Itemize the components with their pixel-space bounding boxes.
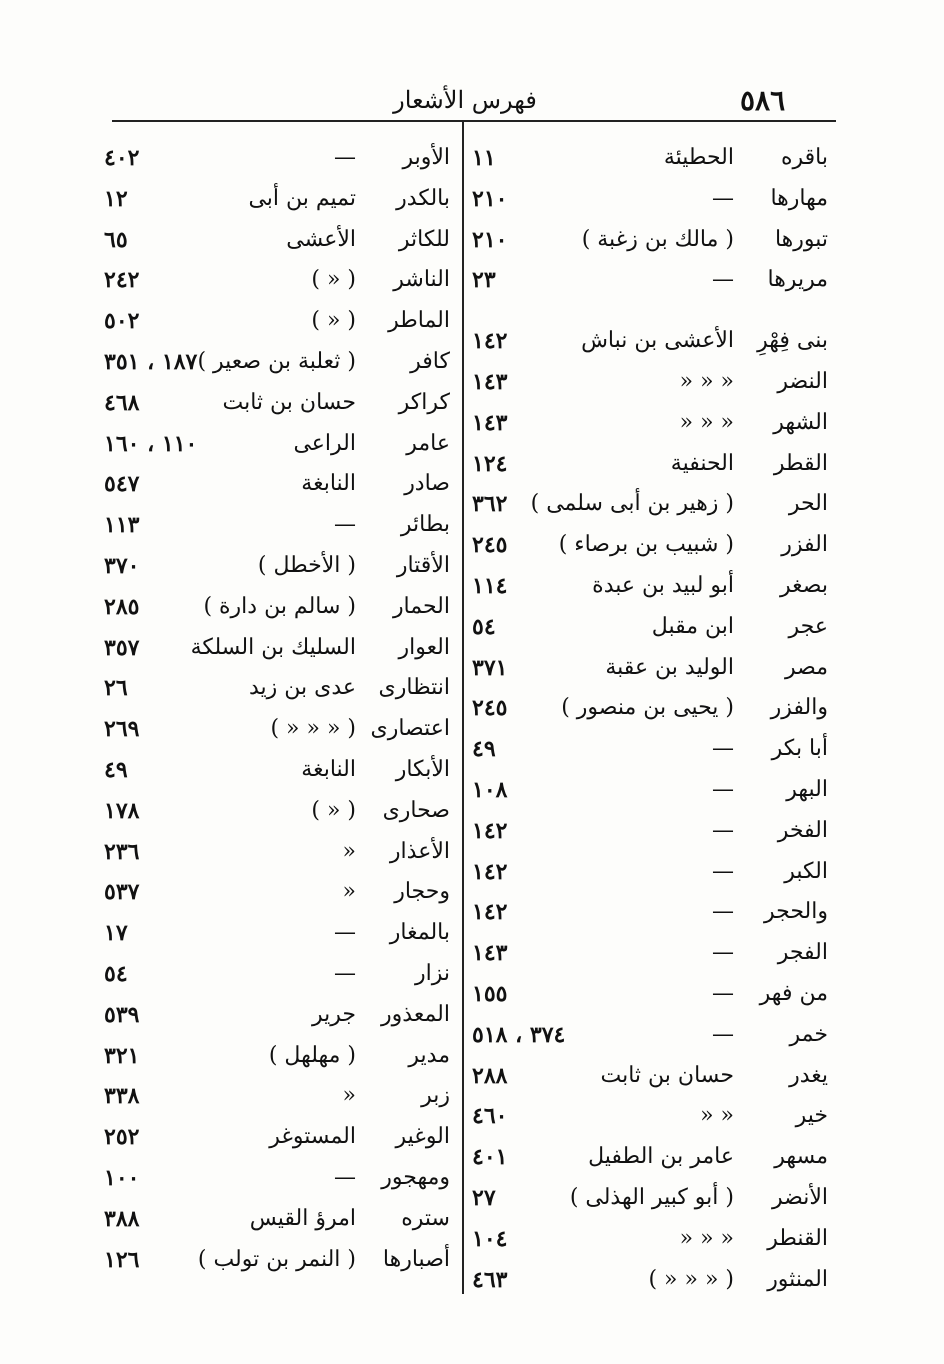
poet-name: — [334, 1164, 356, 1190]
rhyme-word: العوار [398, 634, 450, 660]
page-refs: ٢١٠ [472, 226, 508, 253]
rhyme-word: الشهر [773, 409, 828, 435]
page-refs: ٢٤٢ [104, 267, 140, 294]
rhyme-word: الوغير [395, 1124, 450, 1150]
rhyme-word: الأقتار [396, 552, 450, 578]
page-refs: ١٤٣ [472, 368, 508, 395]
rhyme-word: الأوبر [402, 145, 450, 170]
index-entry [92, 668, 452, 709]
index-entry [468, 1096, 838, 1137]
poet-name: الراعى [293, 430, 356, 456]
page-refs: ٤٠٢ [104, 145, 140, 171]
rhyme-word: مسهر [774, 1144, 828, 1170]
poet-name: — [712, 736, 734, 762]
index-entry [92, 424, 452, 465]
rhyme-word: مدير [408, 1042, 450, 1068]
page-refs: ١١٤ [472, 572, 508, 599]
page-refs: ٢٨٨ [472, 1062, 508, 1089]
rhyme-word: وحجار [394, 879, 450, 905]
rhyme-word: البهر [786, 776, 828, 802]
poet-name: — [712, 940, 734, 966]
rhyme-word: عجر [788, 613, 828, 639]
rhyme-word: أبا بكر [771, 736, 828, 762]
rhyme-word: الفخر [777, 817, 828, 843]
poet-name: المستوغر [269, 1124, 356, 1150]
index-entry [92, 179, 452, 220]
poet-name: ( « ) [311, 308, 356, 334]
page-refs: ١٤٢ [472, 858, 508, 885]
rhyme-word: صادر [404, 471, 450, 497]
rhyme-word: مريرها [767, 267, 828, 293]
poet-name: ( شبيب بن برصاء ) [558, 532, 734, 558]
index-entry [468, 1056, 838, 1097]
page-refs: ٥٣٩ [104, 1001, 140, 1028]
poet-name: ( النمر بن تولب ) [197, 1246, 356, 1272]
index-entry [468, 770, 838, 811]
page-refs: ١٠٤ [472, 1225, 508, 1252]
index-entry [468, 729, 838, 770]
index-entry [92, 750, 452, 791]
rhyme-word: الماطر [388, 308, 450, 334]
index-entry [92, 260, 452, 301]
index-entry [468, 852, 838, 893]
index-entry [92, 138, 452, 179]
rhyme-word: ستره [401, 1205, 450, 1231]
index-entry [92, 301, 452, 342]
rhyme-word: القنطر [767, 1225, 828, 1251]
page-refs: ١٢ [104, 185, 128, 212]
page-refs: ٣٧٠ [104, 552, 140, 579]
rhyme-word: الكبر [784, 858, 828, 884]
rhyme-word: زبر [421, 1083, 450, 1109]
index-entry [468, 933, 838, 974]
page-refs: ٢٥٢ [104, 1124, 140, 1151]
index-entry [468, 362, 838, 403]
page-refs: ٣٣٨ [104, 1083, 140, 1110]
page-refs: ١٧٨ [104, 797, 140, 824]
poet-name: الأعشى بن نباش [581, 328, 734, 354]
index-entry [92, 1158, 452, 1199]
rhyme-word: الفجر [777, 940, 828, 966]
page-refs: ١٢٤ [472, 450, 508, 477]
index-entry [92, 872, 452, 913]
poet-name: — [712, 185, 734, 211]
page-refs: ١٤٢ [472, 328, 508, 355]
index-entry [468, 138, 838, 179]
poet-name: ابن مقبل [651, 613, 734, 639]
page-refs: ٥٣٧ [104, 879, 140, 906]
rhyme-word: نزار [415, 960, 450, 986]
poet-name: ( « ) [311, 267, 356, 293]
rhyme-word: مصر [784, 654, 828, 680]
page-refs: ١٤٣ [472, 940, 508, 967]
page-refs: ٢٧ [472, 1184, 496, 1211]
poet-name: ( مهلهل ) [268, 1042, 356, 1068]
rhyme-word: صحارى [382, 797, 450, 823]
index-entry [92, 628, 452, 669]
left-index-column [92, 138, 452, 1280]
right-index-column [468, 138, 838, 1300]
index-entry [468, 811, 838, 852]
poet-name: — [334, 145, 356, 170]
poet-name: « [342, 838, 356, 864]
index-entry [468, 525, 838, 566]
poet-name: « [342, 1083, 356, 1109]
header-rule [112, 120, 836, 122]
index-entry [92, 220, 452, 261]
poet-name: — [712, 267, 734, 293]
index-entry [92, 1036, 452, 1077]
poet-name: — [712, 858, 734, 884]
index-entry [92, 546, 452, 587]
rhyme-word: تبورها [774, 226, 828, 252]
poet-name: النابغة [301, 756, 356, 782]
index-entry [468, 688, 838, 729]
poet-name: — [334, 960, 356, 986]
rhyme-word: كراكر [398, 389, 450, 415]
page-refs: ٤٩ [104, 756, 128, 783]
page-refs: ١٤٣ [472, 409, 508, 436]
poet-name: — [334, 920, 356, 946]
poet-name: امرؤ القيس [249, 1205, 356, 1231]
index-entry [92, 1076, 452, 1117]
poet-name: أبو لبيد بن عبدة [592, 572, 734, 598]
index-entry [468, 220, 838, 261]
index-entry [468, 321, 838, 362]
poet-name: حسان بن ثابت [600, 1062, 734, 1088]
rhyme-word: المعذور [381, 1001, 450, 1027]
rhyme-word: الأعذار [389, 838, 450, 864]
page-refs: ٢٤٥ [472, 532, 508, 559]
poet-name: ( ثعلبة بن صعير ) [197, 348, 356, 374]
rhyme-word: والحجر [764, 899, 828, 925]
index-entry [92, 709, 452, 750]
poet-name: حسان بن ثابت [222, 389, 356, 415]
index-entry [92, 505, 452, 546]
index-entry [92, 383, 452, 424]
rhyme-word: من فهر [759, 980, 828, 1006]
rhyme-word: انتظارى [378, 675, 450, 701]
index-entry [468, 648, 838, 689]
poet-name: ( الأخطل ) [257, 552, 356, 578]
rhyme-word: أصبارها [382, 1246, 450, 1272]
page-refs: ٢٣٦ [104, 838, 140, 865]
index-entry [468, 484, 838, 525]
poet-name: الوليد بن عقبة [605, 654, 734, 680]
page-refs: ٢١٠ [472, 185, 508, 212]
poet-name: ( أبو كبير الهذلى ) [569, 1184, 734, 1210]
rhyme-word: بطائر [400, 512, 450, 538]
page-refs: ٣٧١ [472, 654, 508, 681]
poet-name: « « « [679, 1225, 734, 1251]
rhyme-word: الحمار [392, 593, 450, 619]
rhyme-word: عامر [406, 430, 450, 456]
page-refs: ١٠٠ [104, 1164, 140, 1191]
index-entry [468, 179, 838, 220]
poet-name: الحطيئة [663, 145, 734, 170]
poet-name: النابغة [301, 471, 356, 497]
poet-name: — [712, 1021, 734, 1047]
page-refs: ١٢٦ [104, 1246, 140, 1273]
poet-name: ( « ) [311, 797, 356, 823]
poet-name: — [712, 899, 734, 925]
rhyme-word: بصغر [780, 572, 828, 598]
poet-name: ( سالم بن دارة ) [203, 593, 356, 619]
rhyme-word: بنى فِهْرِ [757, 328, 828, 354]
page-refs: ١٤٢ [472, 817, 508, 844]
index-entry [468, 1219, 838, 1260]
page-refs: ١١ [472, 145, 496, 171]
page-refs: ١٧ [104, 920, 128, 947]
poet-name: السليك بن السلكة [190, 634, 356, 660]
column-divider [462, 122, 464, 1294]
page-refs: ٤٦٨ [104, 389, 140, 416]
page-refs: ١١٣ [104, 512, 140, 539]
poet-name: تميم بن أبى [248, 185, 356, 211]
page-refs: ٣٧٤ ، ٥١٨ [472, 1021, 566, 1048]
page-refs: ١١٠ ، ١٦٠ [104, 430, 198, 457]
page-refs: ٥٤٧ [104, 471, 140, 498]
index-entry [468, 444, 838, 485]
index-entry [468, 607, 838, 648]
index-entry [92, 587, 452, 628]
rhyme-word: خير [795, 1103, 828, 1129]
index-entry [92, 1117, 452, 1158]
index-entry [468, 566, 838, 607]
index-entry [468, 260, 838, 301]
page-refs: ٤٩ [472, 736, 496, 763]
page-refs: ٢٦ [104, 675, 128, 702]
index-entry [92, 832, 452, 873]
page-refs: ٢٨٥ [104, 593, 140, 620]
page-refs: ٢٤٥ [472, 695, 508, 722]
rhyme-word: الحر [788, 491, 828, 517]
poet-name: عدى بن زيد [248, 675, 356, 701]
page-refs: ٥٠٢ [104, 308, 140, 335]
index-entry [92, 342, 452, 383]
rhyme-word: النضر [777, 368, 828, 394]
poet-name: ( « « « ) [270, 716, 356, 742]
rhyme-word: خمر [789, 1021, 828, 1047]
page-refs: ٦٥ [104, 226, 128, 253]
page-refs: ٣٦٢ [472, 491, 508, 518]
poet-name: ( « « « ) [648, 1266, 734, 1292]
page-refs: ٥٤ [104, 960, 128, 987]
rhyme-word: القطر [773, 450, 828, 476]
index-entry [92, 464, 452, 505]
rhyme-word: الناشر [393, 267, 450, 293]
poet-name: جرير [312, 1001, 356, 1027]
poet-name: — [712, 817, 734, 843]
poet-name: « « « [679, 368, 734, 394]
poet-name: « « [700, 1103, 734, 1129]
page-title: فهرس الأشعار [393, 86, 537, 114]
poet-name: « [342, 879, 356, 905]
page-refs: ٤٦٣ [472, 1266, 508, 1293]
index-entry [92, 1240, 452, 1281]
index-entry [468, 892, 838, 933]
poet-name: عامر بن الطفيل [588, 1144, 734, 1170]
index-entry [92, 954, 452, 995]
index-entry [92, 913, 452, 954]
rhyme-word: الأنضر [772, 1184, 828, 1210]
page-refs: ١٥٥ [472, 980, 508, 1007]
page-refs: ١٤٢ [472, 899, 508, 926]
rhyme-word: يغدر [789, 1062, 828, 1088]
page-refs: ٥٤ [472, 613, 496, 640]
rhyme-word: الفزر [781, 532, 828, 558]
page-number: ٥٨٦ [740, 84, 786, 117]
rhyme-word: ومهجور [381, 1164, 450, 1190]
page-refs: ١٠٨ [472, 776, 508, 803]
page-refs: ٢٦٩ [104, 716, 140, 743]
index-entry [468, 1137, 838, 1178]
rhyme-word: بالكدر [396, 185, 450, 211]
page-refs: ٣٢١ [104, 1042, 140, 1069]
poet-name: ( زهير بن أبى سلمى ) [530, 491, 734, 517]
poet-name: — [712, 776, 734, 802]
index-entry [468, 1260, 838, 1301]
page-refs: ١٨٧ ، ٣٥١ [104, 348, 198, 375]
poet-name: الأعشى [286, 226, 356, 252]
page-refs: ٣٥٧ [104, 634, 140, 661]
poet-name: ( يحيى بن منصور ) [561, 695, 734, 721]
poet-name: ( مالك بن زغبة ) [581, 226, 734, 252]
page-refs: ٤٠١ [472, 1144, 508, 1171]
rhyme-word: مهارها [770, 185, 828, 211]
index-entry [468, 1015, 838, 1056]
index-entry [468, 974, 838, 1015]
rhyme-word: باقره [780, 145, 828, 170]
rhyme-word: كافر [410, 348, 450, 374]
poet-name: « « « [679, 409, 734, 435]
rhyme-word: والفزر [770, 695, 828, 721]
page-refs: ٢٣ [472, 267, 496, 294]
rhyme-word: اعتصارى [370, 716, 450, 742]
index-entry [468, 1178, 838, 1219]
page-refs: ٤٦٠ [472, 1103, 508, 1130]
rhyme-word: بالمغار [389, 920, 450, 946]
poet-name: — [334, 512, 356, 538]
page-refs: ٣٨٨ [104, 1205, 140, 1232]
index-entry [468, 403, 838, 444]
poet-name: — [712, 980, 734, 1006]
index-entry [92, 995, 452, 1036]
poet-name: الحنفية [670, 450, 734, 476]
index-entry [92, 1199, 452, 1240]
index-entry [92, 791, 452, 832]
rhyme-word: المنثور [767, 1266, 828, 1292]
rhyme-word: الأبكار [395, 756, 450, 782]
rhyme-word: للكاثر [398, 226, 450, 252]
